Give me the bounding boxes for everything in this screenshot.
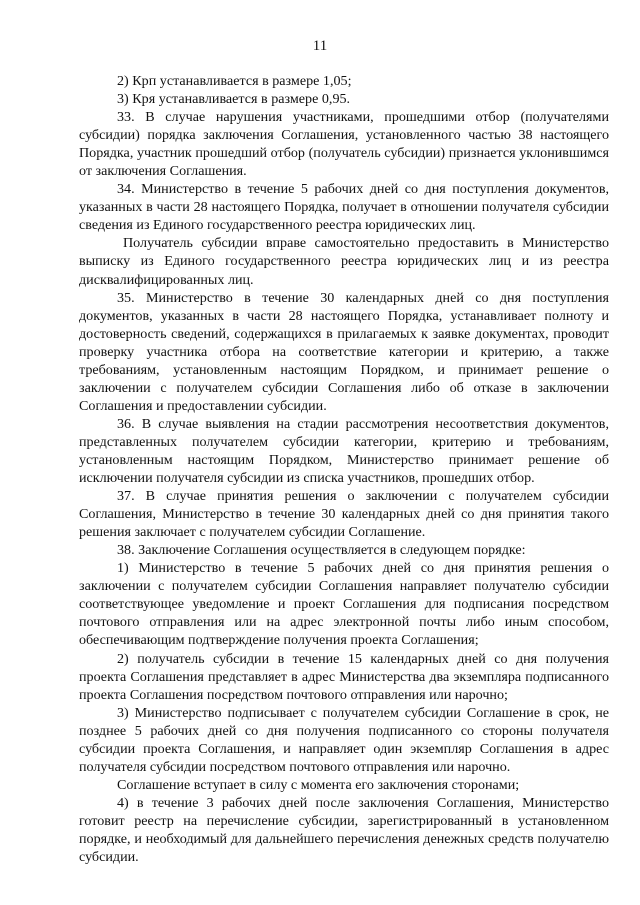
paragraph-38-item-3: 3) Министерство подписывает с получателем субсидии Соглашение в срок, не позднее 5 рабочих дней со дня получения подписанного со стороны получателя субсидии проекта Соглашения, и направляет один экземпляр Соглашения в адрес получателя субсидии посредством почтового отправления или нарочно. <box>79 704 609 775</box>
page-number: 11 <box>312 38 328 54</box>
paragraph-item-2-kpp: 2) Крп устанавливается в размере 1,05; <box>117 73 352 89</box>
document-body <box>79 72 609 866</box>
paragraph-34: 34. Министерство в течение 5 рабочих дней со дня поступления документов, указанных в части 28 настоящего Порядка, получает в отношении получателя субсидии сведения из Единого государственного реестра юридических лиц. <box>79 181 609 234</box>
paragraph-item-3-kpya: 3) Кря устанавливается в размере 0,95. <box>117 91 351 108</box>
paragraph-33: 33. В случае нарушения участниками, прошедшими отбор (получателями субсидии) порядка заключения Соглашения, установленного частью 38 настоящего Порядка, участник прошедший отбор (получатель субсидии) признается уклонившимся от заключения Соглашения. <box>79 109 609 180</box>
paragraph-38-item-2: 2) получатель субсидии в течение 15 календарных дней со дня получения проекта Соглашения представляет в адрес Министерства два экземпляра подписанного проекта Соглашения посредством почтового отправления или нарочно; <box>79 650 609 703</box>
paragraph-38-agreement-effect: Соглашение вступает в силу с момента его заключения сторонами; <box>117 776 520 793</box>
paragraph-38-item-4: 4) в течение 3 рабочих дней после заключения Соглашения, Министерство готовит реестр на перечисление субсидии, зарегистрированный в установленном порядке, и необходимый для дальнейшего перечисления денежных средств получателю субсидии. <box>79 794 609 866</box>
paragraph-37: 37. В случае принятия решения о заключении с получателем субсидии Соглашения, Министерство в течение 30 календарных дней со дня принятия такого решения заключает с получателем субсидии Соглашение. <box>79 488 609 541</box>
paragraph-36: 36. В случае выявления на стадии рассмотрения несоответствия документов, представленных получателем субсидии категории, критерию и требованиям, установленным настоящим Порядком, Министерство принимает решение об исключении получателя субсидии из списка участников, прошедших отбор. <box>79 415 609 487</box>
paragraph-38-item-1: 1) Министерство в течение 5 рабочих дней со дня принятия решения о заключении с получателем субсидии Соглашения направляет получателю субсидии соответствующее уведомление и проект Соглашения для подписания посредством почтового отправления или на адрес электронной почты либо иным способом, обеспечивающим подтверждение получения проекта Соглашения; <box>79 560 609 649</box>
paragraph-38: 38. Заключение Соглашения осуществляется в следующем порядке: <box>117 542 526 559</box>
paragraph-34-recipient-right: Получатель субсидии вправе самостоятельно предоставить в Министерство выписку из Единого государственного реестра юридических лиц и из реестра дисквалифицированных лиц. <box>79 235 609 288</box>
paragraph-35: 35. Министерство в течение 30 календарных дней со дня поступления документов, указанных в части 28 настоящего Порядка, устанавливает полноту и достоверность сведений, содержащихся в прилагаемых к заявке документах, проводит проверку участника отбора на соответствие категории и критерию, а также требованиям, установленным настоящим Порядком, и принимает решение о заключении с получателем субсидии Соглашения либо об отказе в заключении Соглашения и предоставлении субсидии. <box>79 289 609 414</box>
